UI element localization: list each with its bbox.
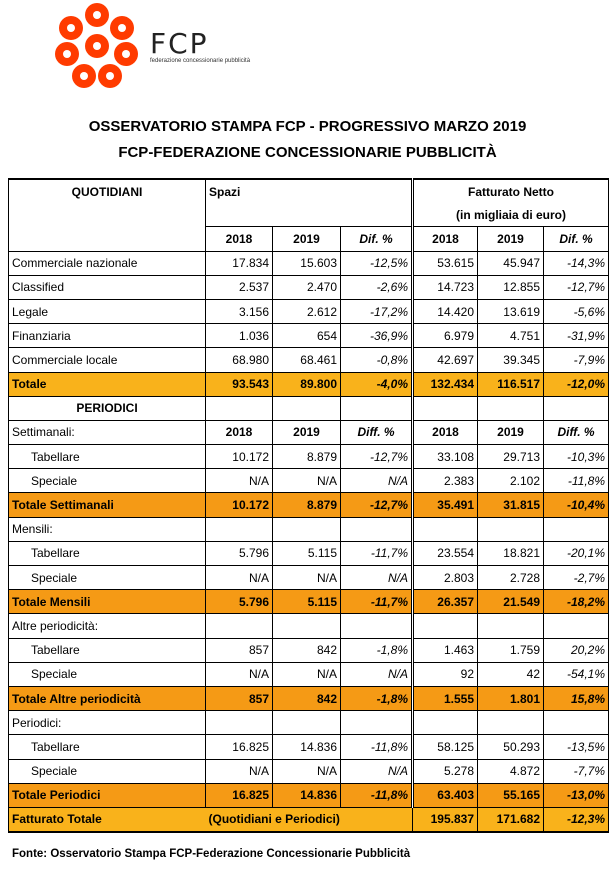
fatturato-diff: -11,8% <box>544 469 609 493</box>
spazi-diff: N/A <box>341 566 413 590</box>
spazi-diff: -4,0% <box>341 372 413 396</box>
mensili-head: Mensili: <box>9 517 206 541</box>
row-label: Speciale <box>9 469 206 493</box>
periodici-head-row <box>9 711 609 735</box>
spazi-2018: 3.156 <box>206 299 273 323</box>
spazi-2018: 857 <box>206 686 273 710</box>
spazi-2019: 842 <box>273 686 341 710</box>
fatturato-2018: 35.491 <box>413 493 478 517</box>
spazi-2018: 17.834 <box>206 251 273 275</box>
row-label: Totale Periodici <box>9 783 206 807</box>
empty-cell <box>341 711 413 735</box>
spazi-2018: 16.825 <box>206 783 273 807</box>
logo-wordmark: FCP <box>150 27 209 60</box>
mensili-row <box>9 566 609 590</box>
fatturato-diff: -5,6% <box>544 299 609 323</box>
fatturato-2018: 2.383 <box>413 469 478 493</box>
fatturato-2019: 116.517 <box>478 372 544 396</box>
empty-cell <box>544 517 609 541</box>
empty-cell <box>544 396 609 420</box>
fatturato-2019: 29.713 <box>478 445 544 469</box>
altre-row <box>9 662 609 686</box>
spazi-2019: 8.879 <box>273 493 341 517</box>
fatturato-2018: 14.723 <box>413 275 478 299</box>
report-title: OSSERVATORIO STAMPA FCP - PROGRESSIVO MARZO 2019 <box>88 118 527 135</box>
diff-spazi: Diff. % <box>341 420 413 444</box>
fatturato-2019: 31.815 <box>478 493 544 517</box>
fatturato-2019: 12.855 <box>478 275 544 299</box>
spazi-diff: -12,7% <box>341 493 413 517</box>
row-label: Totale <box>9 372 206 396</box>
year-2019-fatturato: 2019 <box>478 227 544 251</box>
spazi-2019: 5.115 <box>273 541 341 565</box>
fatturato-2019: 18.821 <box>478 541 544 565</box>
empty-cell <box>206 711 273 735</box>
empty-cell <box>341 396 413 420</box>
mensili-head-row <box>9 517 609 541</box>
spazi-2018: 857 <box>206 638 273 662</box>
fatturato-header: Fatturato Netto <box>413 179 609 203</box>
fatturato-2019: 1.801 <box>478 686 544 710</box>
spazi-diff: -12,5% <box>341 251 413 275</box>
empty-cell <box>206 614 273 638</box>
spazi-2018: 1.036 <box>206 324 273 348</box>
altre-head-row <box>9 614 609 638</box>
spazi-header: Spazi <box>206 179 273 203</box>
spazi-2018: 93.543 <box>206 372 273 396</box>
spazi-2019: N/A <box>273 662 341 686</box>
settimanali-row <box>9 469 609 493</box>
fatturato-2018: 23.554 <box>413 541 478 565</box>
totale-row <box>9 372 609 396</box>
fatturato-diff: -13,5% <box>544 735 609 759</box>
fatturato-2019: 39.345 <box>478 348 544 372</box>
empty-cell <box>206 517 273 541</box>
fatturato-diff: -18,2% <box>544 590 609 614</box>
row-label: Tabellare <box>9 735 206 759</box>
fatturato-2019: 2.728 <box>478 566 544 590</box>
empty-cell <box>341 517 413 541</box>
spazi-2019: 14.836 <box>273 735 341 759</box>
settimanali-head: Settimanali: <box>9 420 206 444</box>
logo-subtitle: federazione concessionarie pubblicità <box>150 58 251 64</box>
fatturato-diff: -12,0% <box>544 372 609 396</box>
spazi-2019: N/A <box>273 566 341 590</box>
fatturato-totale-2018: 195.837 <box>413 807 478 832</box>
fatturato-2019: 42 <box>478 662 544 686</box>
diff-fatturato: Diff. % <box>544 420 609 444</box>
fatturato-diff: -10,3% <box>544 445 609 469</box>
spazi-diff: -2,6% <box>341 275 413 299</box>
spazi-2018: 16.825 <box>206 735 273 759</box>
spazi-2019: 2.612 <box>273 299 341 323</box>
fatturato-diff: -7,7% <box>544 759 609 783</box>
empty-cell <box>478 711 544 735</box>
fatturato-diff: -7,9% <box>544 348 609 372</box>
fatturato-2019: 55.165 <box>478 783 544 807</box>
fatturato-totale-diff: -12,3% <box>544 807 609 832</box>
empty-cell <box>478 614 544 638</box>
fatturato-subheader: (in migliaia di euro) <box>413 203 609 227</box>
fatturato-2019: 50.293 <box>478 735 544 759</box>
fatturato-2018: 5.278 <box>413 759 478 783</box>
spazi-2019: N/A <box>273 469 341 493</box>
empty-cell <box>273 614 341 638</box>
row-label: Speciale <box>9 759 206 783</box>
header-row-1 <box>9 179 609 203</box>
fatturato-diff: -12,7% <box>544 275 609 299</box>
quotidiani-row <box>9 324 609 348</box>
empty-cell <box>478 517 544 541</box>
spazi-diff: -36,9% <box>341 324 413 348</box>
settimanali-head-row <box>9 420 609 444</box>
quotidiani-row <box>9 348 609 372</box>
row-label: Speciale <box>9 566 206 590</box>
fatturato-2018: 1.463 <box>413 638 478 662</box>
fatturato-totale-label: Fatturato Totale <box>9 807 206 832</box>
spazi-2019: 68.461 <box>273 348 341 372</box>
periodici-title-row <box>9 396 609 420</box>
periodici-row <box>9 759 609 783</box>
fatturato-2018: 1.555 <box>413 686 478 710</box>
fatturato-2018: 53.615 <box>413 251 478 275</box>
fatturato-2019: 4.751 <box>478 324 544 348</box>
periodici-title: PERIODICI <box>9 396 206 420</box>
spazi-diff: N/A <box>341 469 413 493</box>
spazi-diff: -11,8% <box>341 735 413 759</box>
spazi-2018: 5.796 <box>206 590 273 614</box>
spazi-diff: -12,7% <box>341 445 413 469</box>
fatturato-diff: -31,9% <box>544 324 609 348</box>
spazi-2018: N/A <box>206 662 273 686</box>
spazi-2018: 5.796 <box>206 541 273 565</box>
empty-cell <box>413 396 478 420</box>
year-2019-fatturato: 2019 <box>478 420 544 444</box>
spazi-2019: 8.879 <box>273 445 341 469</box>
empty-cell <box>544 614 609 638</box>
spazi-2018: N/A <box>206 469 273 493</box>
spazi-2018: 10.172 <box>206 445 273 469</box>
fatturato-2018: 26.357 <box>413 590 478 614</box>
row-label: Commerciale locale <box>9 348 206 372</box>
spazi-2019: 842 <box>273 638 341 662</box>
fatturato-2019: 13.619 <box>478 299 544 323</box>
altre-total-row <box>9 686 609 710</box>
fatturato-totale-2019: 171.682 <box>478 807 544 832</box>
spazi-diff: -1,8% <box>341 638 413 662</box>
empty-cell <box>206 396 273 420</box>
spazi-diff: -1,8% <box>341 686 413 710</box>
altre-head: Altre periodicità: <box>9 614 206 638</box>
fatturato-2018: 6.979 <box>413 324 478 348</box>
empty-cell <box>273 396 341 420</box>
periodici-row <box>9 735 609 759</box>
report-subtitle: FCP-FEDERAZIONE CONCESSIONARIE PUBBLICITÀ <box>118 144 497 161</box>
row-label: Tabellare <box>9 541 206 565</box>
spazi-2019: 654 <box>273 324 341 348</box>
year-2019-spazi: 2019 <box>273 420 341 444</box>
fatturato-2018: 2.803 <box>413 566 478 590</box>
empty-cell <box>273 711 341 735</box>
fatturato-2018: 63.403 <box>413 783 478 807</box>
spazi-2019: 14.836 <box>273 783 341 807</box>
fatturato-2018: 132.434 <box>413 372 478 396</box>
fatturato-2018: 14.420 <box>413 299 478 323</box>
settimanali-row <box>9 445 609 469</box>
empty-cell <box>544 711 609 735</box>
spazi-diff: N/A <box>341 662 413 686</box>
spazi-2019: N/A <box>273 759 341 783</box>
spazi-2018: 10.172 <box>206 493 273 517</box>
fatturato-totale-row <box>9 807 609 832</box>
empty-cell <box>341 614 413 638</box>
spazi-diff: -17,2% <box>341 299 413 323</box>
spazi-2018: N/A <box>206 566 273 590</box>
source-note: Fonte: Osservatorio Stampa FCP-Federazione Concessionarie Pubblicità <box>12 848 411 860</box>
row-label: Commerciale nazionale <box>9 251 206 275</box>
press-revenue-table <box>8 178 609 833</box>
settimanali-total-row <box>9 493 609 517</box>
fatturato-2018: 92 <box>413 662 478 686</box>
fatturato-2018: 33.108 <box>413 445 478 469</box>
fatturato-diff: 15,8% <box>544 686 609 710</box>
quotidiani-row <box>9 251 609 275</box>
row-label: Finanziaria <box>9 324 206 348</box>
row-label: Speciale <box>9 662 206 686</box>
spazi-diff: -11,7% <box>341 590 413 614</box>
periodici-head: Periodici: <box>9 711 206 735</box>
altre-row <box>9 638 609 662</box>
row-label: Legale <box>9 299 206 323</box>
row-label: Tabellare <box>9 638 206 662</box>
fatturato-diff: -14,3% <box>544 251 609 275</box>
year-2018-spazi: 2018 <box>206 420 273 444</box>
fatturato-diff: -20,1% <box>544 541 609 565</box>
dif-spazi: Dif. % <box>341 227 413 251</box>
header-row-3 <box>9 227 609 251</box>
fatturato-totale-note: (Quotidiani e Periodici) <box>206 807 413 832</box>
fatturato-2019: 1.759 <box>478 638 544 662</box>
row-label: Totale Settimanali <box>9 493 206 517</box>
fatturato-diff: -54,1% <box>544 662 609 686</box>
quotidiani-row <box>9 275 609 299</box>
spazi-2018: 2.537 <box>206 275 273 299</box>
row-label: Totale Altre periodicità <box>9 686 206 710</box>
spazi-diff: -0,8% <box>341 348 413 372</box>
fatturato-2019: 4.872 <box>478 759 544 783</box>
year-2019-spazi: 2019 <box>273 227 341 251</box>
empty-cell <box>478 396 544 420</box>
header-row-2 <box>9 203 609 227</box>
row-label: Totale Mensili <box>9 590 206 614</box>
section-header-quotidiani: QUOTIDIANI <box>9 179 206 203</box>
spazi-2018: N/A <box>206 759 273 783</box>
empty-cell <box>413 614 478 638</box>
fatturato-2019: 21.549 <box>478 590 544 614</box>
spazi-diff: -11,8% <box>341 783 413 807</box>
fatturato-2019: 2.102 <box>478 469 544 493</box>
empty-cell <box>413 711 478 735</box>
fatturato-2019: 45.947 <box>478 251 544 275</box>
row-label: Classified <box>9 275 206 299</box>
spazi-diff: -11,7% <box>341 541 413 565</box>
spazi-2019: 2.470 <box>273 275 341 299</box>
year-2018-fatturato: 2018 <box>413 227 478 251</box>
fatturato-diff: -2,7% <box>544 566 609 590</box>
fatturato-diff: -10,4% <box>544 493 609 517</box>
fatturato-diff: -13,0% <box>544 783 609 807</box>
empty-cell <box>413 517 478 541</box>
fatturato-diff: 20,2% <box>544 638 609 662</box>
fcp-flower-logo <box>52 2 142 90</box>
empty-cell <box>273 517 341 541</box>
spazi-2019: 5.115 <box>273 590 341 614</box>
mensili-row <box>9 541 609 565</box>
row-label: Tabellare <box>9 445 206 469</box>
fatturato-2018: 42.697 <box>413 348 478 372</box>
periodici-total-row <box>9 783 609 807</box>
year-2018-fatturato: 2018 <box>413 420 478 444</box>
spazi-2019: 89.800 <box>273 372 341 396</box>
spazi-2018: 68.980 <box>206 348 273 372</box>
spazi-2019: 15.603 <box>273 251 341 275</box>
mensili-total-row <box>9 590 609 614</box>
year-2018-spazi: 2018 <box>206 227 273 251</box>
fatturato-2018: 58.125 <box>413 735 478 759</box>
quotidiani-row <box>9 299 609 323</box>
dif-fatturato: Dif. % <box>544 227 609 251</box>
spazi-diff: N/A <box>341 759 413 783</box>
